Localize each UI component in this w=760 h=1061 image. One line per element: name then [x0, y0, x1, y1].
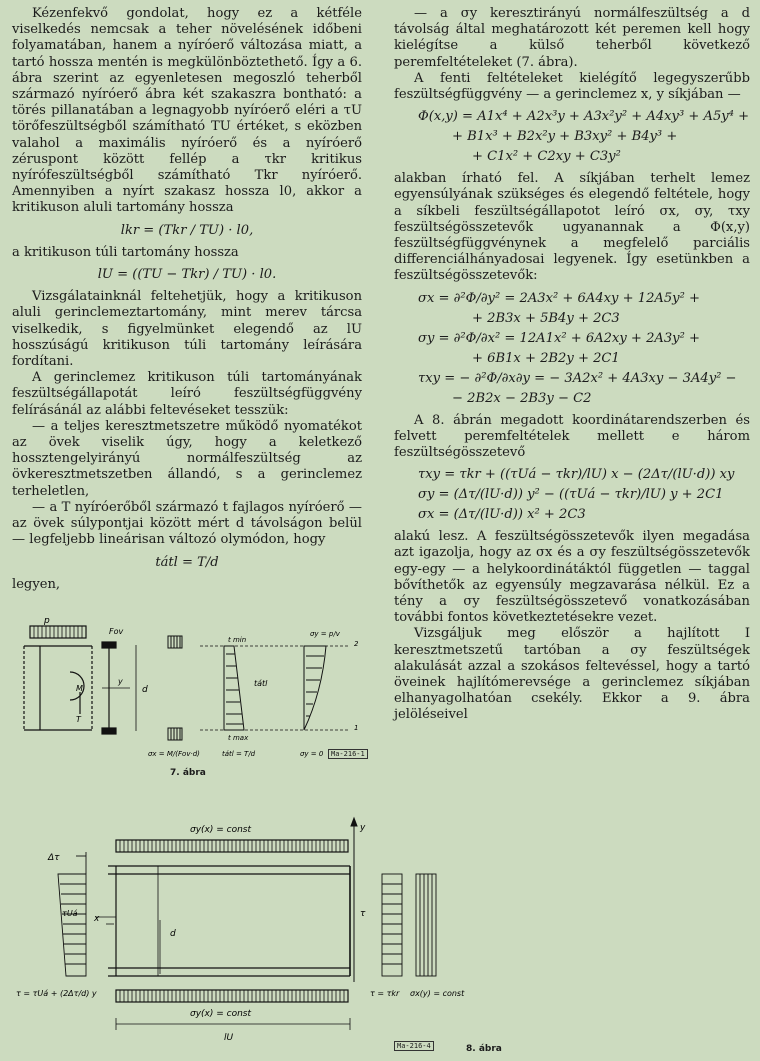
formula-sigma-x: σx = M/(Fᴏᴠ·d) — [148, 750, 200, 758]
equation-line: σy = ∂²Φ/∂x² = 12A1x² + 6A2xy + 2A3y² + — [418, 330, 700, 346]
paragraph: legyen, — [12, 576, 61, 592]
paragraph: A gerinclemez kritikuson túli tartományának feszültségállapotát leíró feszültségfüggvény felírásánál az alábbi feltevéseket tesszük: — [12, 370, 362, 418]
right-column — [394, 6, 750, 724]
sigma-y-distribution — [200, 646, 350, 730]
equation-line: τxy = τkr + ((τUá − τkr)/lU) x − (2Δτ/(lU·d)) xy — [418, 467, 735, 483]
distributed-load — [30, 626, 86, 638]
equation-line: Φ(x,y) = A1x⁴ + A2x³y + A3x²y² + A4xy³ + A5y⁴ + — [418, 109, 750, 125]
figure-8-caption: 8. ábra — [466, 1044, 502, 1054]
paragraph: alakú lesz. A feszültségösszetevők ilyen megadása azt igazolja, hogy az σx és a σy feszültségösszetevők egy-egy — a helykoordinátáktól független — taggal bővíthetők az egyensúly megzavarása nélkül. Ez a tény a σy feszültségösszetevő vonatkozásában további fontos következtetésekre vezet. — [394, 529, 750, 626]
equation-line: + B1x³ + B2x²y + B3xy² + B4y³ + — [452, 129, 678, 145]
label-lU: lU — [224, 1033, 234, 1043]
label-delta-tau: Δτ — [48, 853, 60, 863]
equation-line: σy = (Δτ/(lU·d)) y² − ((τUá − τkr)/lU) y + 2C1 — [418, 487, 724, 503]
label-sigma-y-bottom: σy(x) = const — [190, 1009, 252, 1019]
paragraph: — a T nyíróerőből származó t fajlagos nyíróerő — az övek súlypontjai között mért d távolságon belül — legfeljebb lineárisan változó olymódon, hogy — [12, 499, 362, 548]
figure-7-stamp: Ma-216-1 — [328, 749, 368, 759]
figure-8-stamp: Ma-216-4 — [394, 1041, 434, 1051]
label-p: p — [44, 616, 50, 626]
equation-line: τxy = − ∂²Φ/∂x∂y = − 3A2x² + 4A3xy − 3A4y² − — [418, 370, 737, 386]
y-axis — [351, 818, 357, 982]
flange-stress — [168, 636, 182, 740]
label-T: T — [76, 715, 81, 724]
label-point-1: 1 — [354, 724, 359, 732]
figure-8 — [10, 812, 480, 1050]
equation-line: + 6B1x + 2B2y + 2C1 — [472, 350, 620, 366]
paragraph: a kritikuson túli tartomány hossza — [12, 244, 239, 260]
shear-distribution — [224, 646, 244, 730]
formula-sigma-y-bottom: σy = 0 — [300, 750, 324, 758]
label-d: d — [142, 685, 148, 695]
web-panel — [96, 866, 350, 976]
right-sigma-x-block — [416, 874, 436, 976]
equation-line: + 2B3x + 5B4y + 2C3 — [472, 310, 620, 326]
stress-function — [418, 107, 750, 167]
formula-tatl: tátl = T/d — [222, 750, 256, 758]
label-M: M — [76, 684, 83, 693]
equation-line: σx = (Δτ/(lU·d)) x² + 2C3 — [418, 507, 586, 523]
label-tau: τ — [360, 909, 366, 919]
label-x: x — [94, 914, 100, 924]
sigma-y-bottom-strip — [116, 990, 348, 1002]
label-tmax: t max — [228, 734, 249, 742]
label-Fov: Fᴏᴠ — [109, 627, 124, 636]
label-point-2: 2 — [354, 640, 359, 648]
formula-tau-left: τ = τUá + (2Δτ/d) y — [16, 989, 97, 998]
result-equations — [418, 465, 750, 525]
paragraph: — a σy keresztirányú normálfeszültség a d távolság által meghatározott két peremen kell hogy kielégítse a külső teherből következő peremfeltételeket (7. ábra). — [394, 6, 750, 70]
formula-tau-right: τ = τkr — [370, 989, 400, 998]
paragraph: Vizsgálatainknál feltehetjük, hogy a kritikuson aluli gerinclemeztartomány, mint merev tárcsa viselkedik, s figyelmünket elegendő az lU hosszúságú kritikuson túli tartomány leírására fordítani. — [12, 289, 362, 370]
label-y: y — [360, 823, 366, 833]
stress-components — [418, 289, 750, 409]
label-tatl: tátl — [254, 679, 268, 688]
paragraph: A 8. ábrán megadott koordinátarendszerben és felvett peremfeltételek mellett e három feszültségösszetevő — [394, 412, 750, 461]
paragraph: — a teljes keresztmetszetre működő nyomatékot az övek viselik úgy, hogy a keletkező hossztengelyirányú normálfeszültség az övkeresztmetszetben állandó, s a gerinclemez terheletlen, — [12, 418, 362, 499]
equation-line: σx = ∂²Φ/∂y² = 2A3x² + 6A4xy + 12A5y² + — [418, 290, 700, 306]
equation-lkr: lkr = (Tkr / TU) · l0, — [120, 222, 254, 238]
formula-sigma-x-right: σx(y) = const — [410, 989, 465, 998]
label-y: y — [118, 677, 123, 686]
label-sigma-y-top: σy(x) = const — [190, 825, 252, 835]
paragraph: alakban írható fel. A síkjában terhelt lemez egyensúlyának szükséges és elegendő feltétele, hogy a síkbeli feszültségállapotot leíró σx, σy, τxy feszültségösszetevők ugyanannak a Φ(x,y) feszültségfüggvénynek a megfelelő parciális differenciálhányadosai legyenek. Így esetünkben a feszültségösszetevők: — [394, 171, 750, 284]
left-column — [12, 6, 362, 593]
i-section — [102, 642, 136, 734]
equation-line: − 2B2x − 2B3y − C2 — [452, 390, 592, 406]
equation-lU: lU = ((TU − Tkr) / TU) · l0. — [97, 267, 277, 283]
paragraph: Vizsgáljuk meg először a hajlított I keresztmetszetű tartóban a σy feszültségek alakulását azzal a szokásos feltevéssel, hogy a tartó öveinek hajlítómerevsége a gerinclemez síkjában elhanyagolhatóan csekély. Ekkor a 9. ábra jelöléseivel — [394, 626, 750, 723]
figure-7 — [10, 612, 380, 762]
paragraph: A fenti feltételeket kielégítő legegyszerűbb feszültségfüggvény — a gerinclemez x, y síkjában — — [394, 70, 750, 103]
sigma-y-top-strip — [116, 840, 348, 852]
equation-line: + C1x² + C2xy + C3y² — [472, 149, 621, 165]
label-tmin: t min — [228, 636, 247, 644]
figure-7-caption: 7. ábra — [170, 768, 206, 778]
equation-tatl: tátl = T/d — [155, 554, 219, 570]
label-d: d — [170, 929, 176, 939]
label-tau-ua: τUá — [62, 909, 78, 918]
right-shear-block — [382, 874, 402, 976]
label-sigma-y-top: σy = p/v — [310, 630, 340, 638]
dimension-lU — [116, 1018, 350, 1030]
paragraph: Kézenfekvő gondolat, hogy ez a kétféle viselkedés nemcsak a teher növelésének időbeni folyamatában, hanem a nyíróerő változása miatt, a tartó hossza mentén is megkülönböztethető. Így a 6. ábra szerint az egyenletesen megoszló teherből származó nyíróerő ábra két szakaszra bontható: a törés pillanatában a legnagyobb nyíróerő eléri a τU törőfeszültségből számítható TU értéket, s eközben valahol a maximális nyíróerő és a nyíróerő zéruspont között fellép a τkr kritikus nyírófeszültségből számítható Tkr nyíróerő. Amennyiben a nyírt szakasz hossza l0, akkor a kritikuson aluli tartomány hossza — [12, 6, 362, 216]
